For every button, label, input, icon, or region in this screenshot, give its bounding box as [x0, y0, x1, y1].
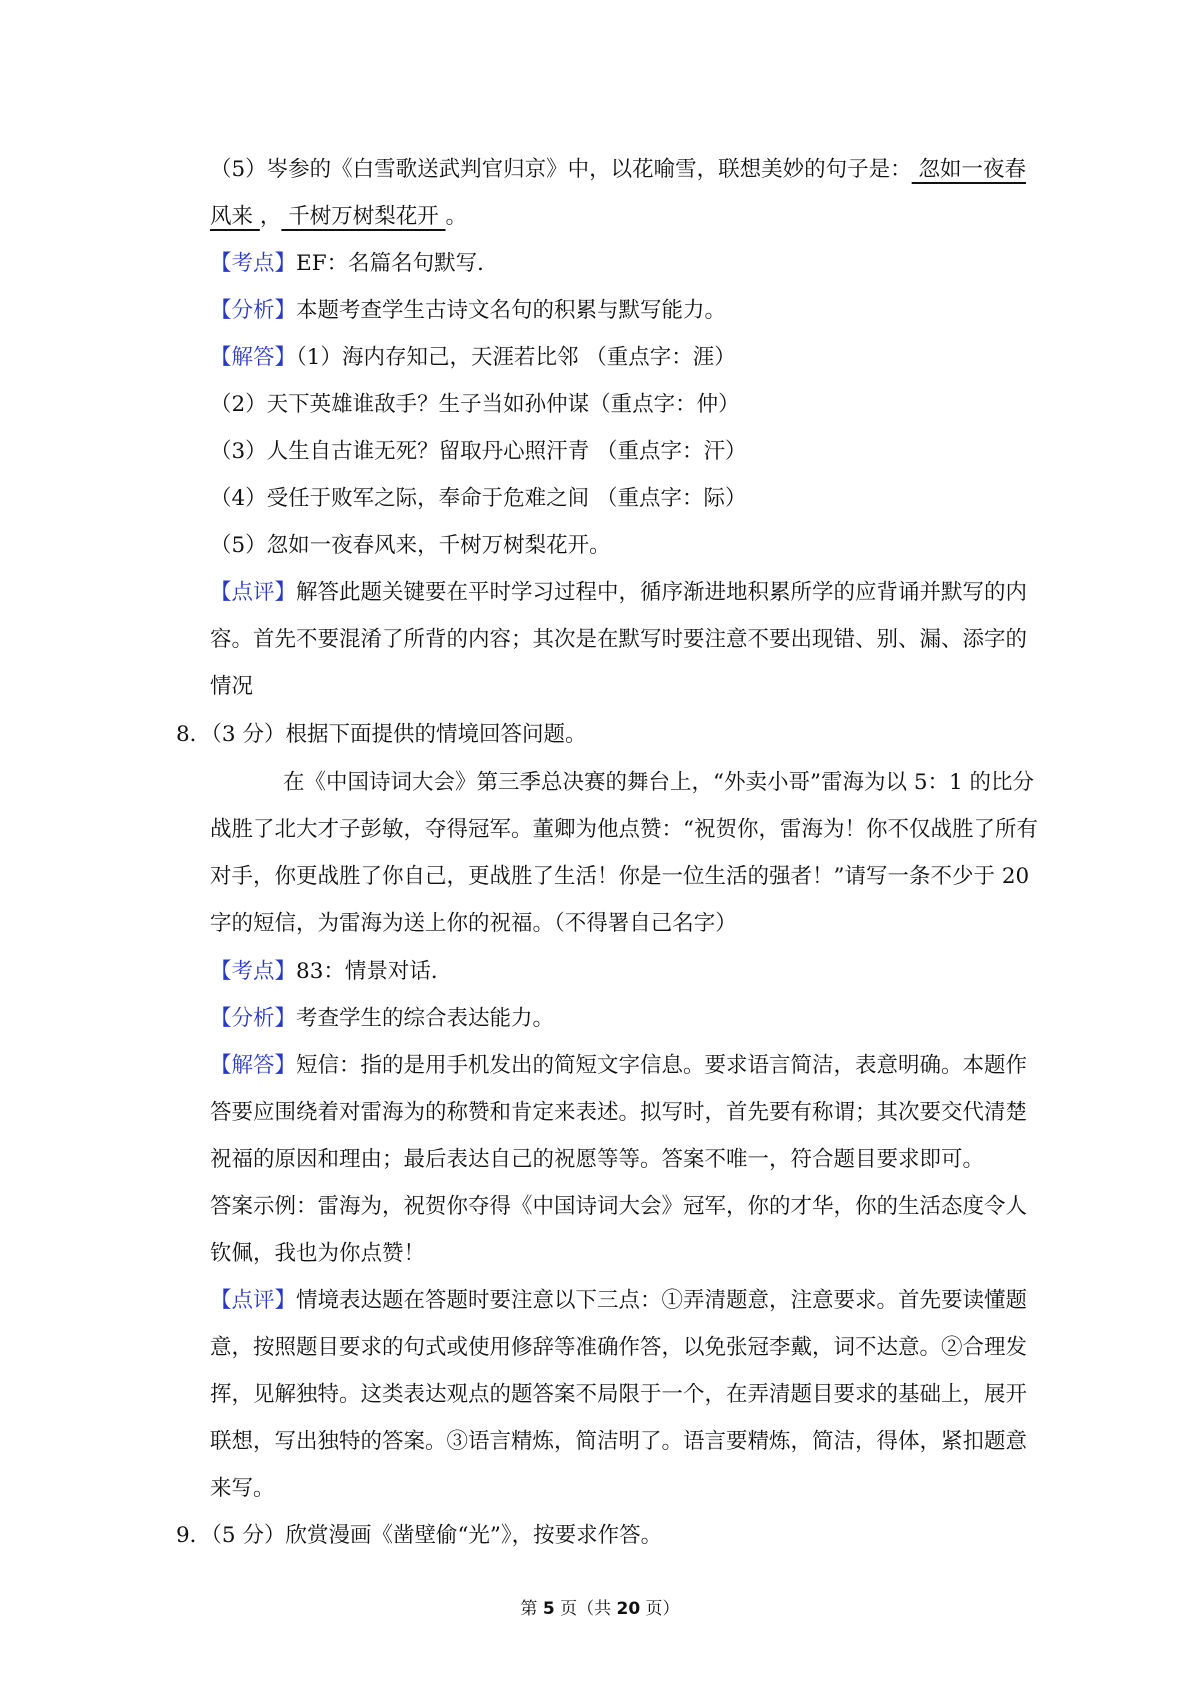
- fenxi-tag: 【分析】: [210, 1006, 297, 1031]
- answer-example-line: 钦佩，我也为你点赞！: [210, 1241, 426, 1266]
- kaodian-tag: 【考点】: [210, 251, 297, 276]
- q7-dianping-line1: [210, 578, 1027, 608]
- kaodian-tag: 【考点】: [210, 959, 297, 984]
- separator: ，: [259, 204, 282, 229]
- dianping-line: 联想，写出独特的答案。③语言精炼，简洁明了。语言要精炼，简洁，得体，紧扣题意: [210, 1429, 1028, 1454]
- dianping-line: 容。首先不要混淆了所背的内容；其次是在默写时要注意不要出现错、别、漏、添字的: [210, 627, 1028, 652]
- q8-dianping-line1: [210, 1286, 1027, 1316]
- dianping-line: 挥，见解独特。这类表达观点的题答案不局限于一个，在弄清题目要求的基础上，展开: [210, 1382, 1028, 1407]
- jieda-line: （4）受任于败军之际，奉命于危难之间 （重点字：际）: [210, 486, 747, 511]
- jieda-line: 答要应围绕着对雷海为的称赞和肯定来表述。拟写时，首先要有称谓；其次要交代清楚: [210, 1100, 1028, 1125]
- answer-blank-1a: 忽如一夜春: [911, 157, 1027, 182]
- q7-part5-line2: [210, 202, 467, 232]
- jieda-tag: 【解答】: [210, 345, 297, 370]
- dianping-line: 情况: [210, 674, 254, 699]
- q8-passage-line: 战胜了北大才子彭敏，夺得冠军。董卿为他点赞：“祝贺你，雷海为！你不仅战胜了所有: [210, 817, 1038, 842]
- q8-jieda-line1: [210, 1051, 1027, 1081]
- page-number: 5: [542, 1599, 555, 1619]
- q8-passage-line: 字的短信，为雷海为送上你的祝福。（不得署自己名字）: [210, 911, 737, 936]
- total-pages: 20: [616, 1599, 641, 1619]
- jieda-line: （5）忽如一夜春风来，千树万树梨花开。: [210, 533, 611, 558]
- kaodian-text: EF：名篇名句默写．: [296, 251, 499, 276]
- fenxi-text: 本题考查学生古诗文名句的积累与默写能力。: [296, 298, 727, 323]
- jieda-line: 祝福的原因和理由；最后表达自己的祝愿等等。答案不唯一，符合题目要求即可。: [210, 1147, 985, 1172]
- answer-example-line: 答案示例：雷海为，祝贺你夺得《中国诗词大会》冠军，你的才华，你的生活态度令人: [210, 1194, 1028, 1219]
- jieda-tag: 【解答】: [210, 1053, 297, 1078]
- jieda-line: （2）天下英雄谁敌手？生子当如孙仲谋（重点字：仲）: [210, 392, 740, 417]
- dianping-tag: 【点评】: [210, 580, 297, 605]
- period: 。: [445, 204, 468, 229]
- footer-suffix: 页）: [640, 1599, 680, 1619]
- jieda-line: （3）人生自古谁无死？留取丹心照汗青 （重点字：汗）: [210, 439, 747, 464]
- dianping-line: 意，按照题目要求的句式或使用修辞等准确作答，以免张冠李戴，词不达意。②合理发: [210, 1335, 1028, 1360]
- dianping-line: 来写。: [210, 1476, 275, 1501]
- page-footer: [0, 1597, 1200, 1621]
- q8-fenxi: [210, 1004, 554, 1034]
- q8-passage-line: 对手，你更战胜了你自己，更战胜了生活！你是一位生活的强者！”请写一条不少于 20: [210, 864, 1030, 889]
- q8-passage-line: 在《中国诗词大会》第三季总决赛的舞台上，“外卖小哥”雷海为以 5：1 的比分: [283, 770, 1035, 795]
- footer-middle: 页（共: [554, 1599, 617, 1619]
- dianping-line: 情境表达题在答题时要注意以下三点：①弄清题意，注意要求。首先要读懂题: [296, 1288, 1028, 1313]
- question-8-header: 8．（3 分）根据下面提供的情境回答问题。: [176, 722, 587, 747]
- jieda-line: 短信：指的是用手机发出的简短文字信息。要求语言简洁，表意明确。本题作: [296, 1053, 1028, 1078]
- dianping-line: 解答此题关键要在平时学习过程中，循序渐进地积累所学的应背诵并默写的内: [296, 580, 1028, 605]
- question-9-header: 9．（5 分）欣赏漫画《凿壁偷“光”》，按要求作答。: [176, 1523, 663, 1548]
- answer-blank-2: 千树万树梨花开: [281, 204, 446, 229]
- q7-jieda-line1: [210, 343, 736, 373]
- q7-kaodian: [210, 249, 499, 279]
- dianping-tag: 【点评】: [210, 1288, 297, 1313]
- answer-blank-1b: 风来: [210, 204, 260, 229]
- kaodian-text: 83：情景对话．: [296, 959, 453, 984]
- fenxi-text: 考查学生的综合表达能力。: [296, 1006, 555, 1031]
- q7-fenxi: [210, 296, 726, 326]
- q8-kaodian: [210, 957, 452, 987]
- fenxi-tag: 【分析】: [210, 298, 297, 323]
- q7-part5-line1: [210, 155, 1026, 185]
- jieda-line: （1）海内存知己，天涯若比邻 （重点字：涯）: [296, 345, 736, 370]
- q7-part5-prefix: （5）岑参的《白雪歌送武判官归京》中，以花喻雪，联想美妙的句子是：: [210, 157, 912, 182]
- footer-prefix: 第: [520, 1599, 543, 1619]
